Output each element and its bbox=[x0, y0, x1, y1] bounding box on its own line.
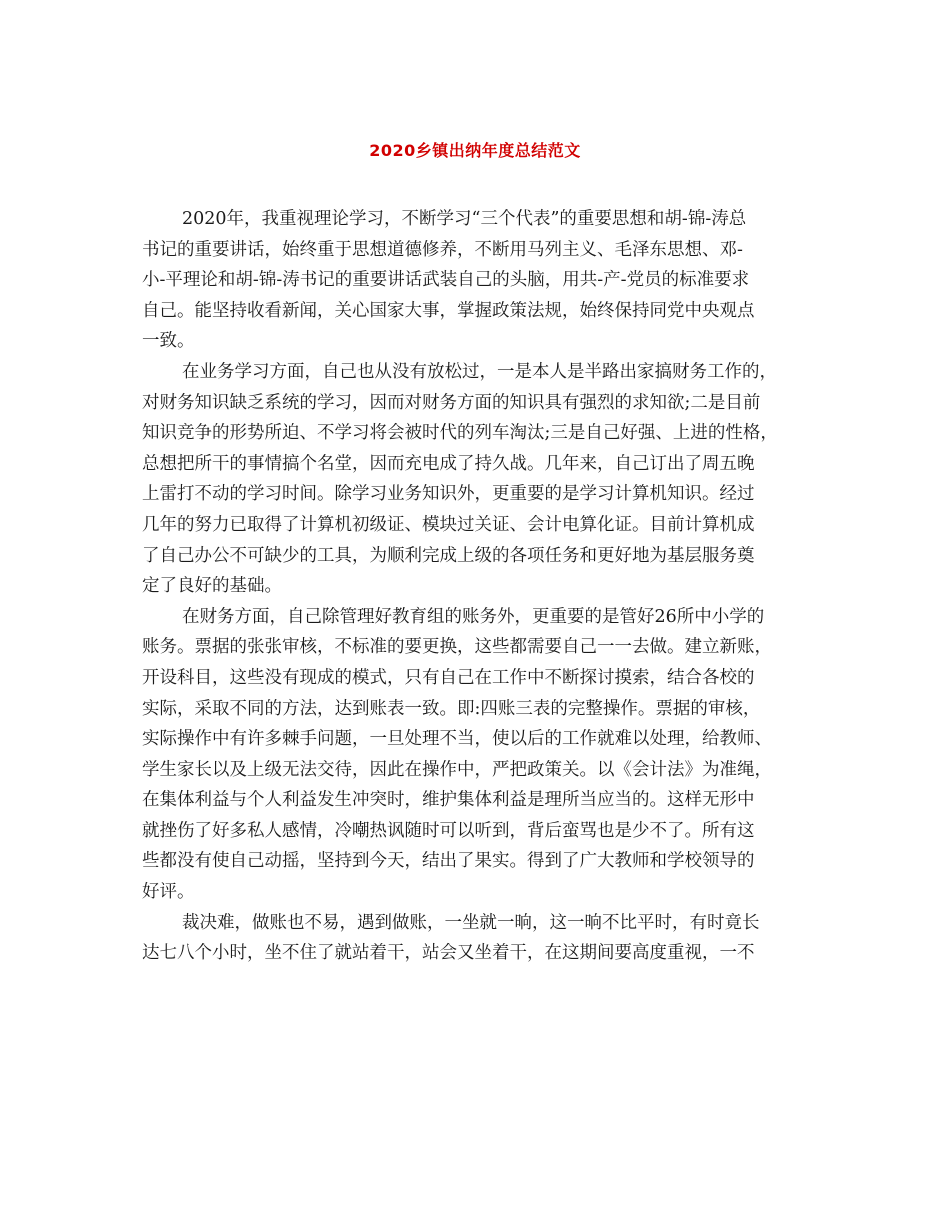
paragraph-2 bbox=[142, 357, 822, 602]
text-line: 小-平理论和胡-锦-涛书记的重要讲话武装自己的头脑，用共-产-党员的标准要求 bbox=[142, 270, 750, 291]
text-line: 知识竞争的形势所迫、不学习将会被时代的列车淘汰;三是自己好强、上进的性格， bbox=[142, 423, 778, 444]
text-line: 对财务知识缺乏系统的学习，因而对财务方面的知识具有强烈的求知欲;二是目前 bbox=[142, 392, 761, 413]
text-line: 账务。票据的张张审核，不标准的要更换，这些都需要自己一一去做。建立新账， bbox=[142, 637, 772, 658]
text-line: 在业务学习方面，自己也从没有放松过，一是本人是半路出家搞财务工作的， bbox=[182, 361, 777, 382]
text-line: 实际操作中有许多棘手问题，一旦处理不当，使以后的工作就难以处理，给教师、 bbox=[142, 729, 772, 750]
text-line: 几年的努力已取得了计算机初级证、模块过关证、会计电算化证。目前计算机成 bbox=[142, 514, 755, 535]
document-title: 2020乡镇出纳年度总结范文 bbox=[369, 141, 581, 160]
text-line: 在集体利益与个人利益发生冲突时，维护集体利益是理所当应当的。这样无形中 bbox=[142, 790, 755, 811]
text-line: 在财务方面，自己除管理好教育组的账务外，更重要的是管好26所中小学的 bbox=[182, 606, 765, 627]
text-line: 总想把所干的事情搞个名堂，因而充电成了持久战。几年来，自己订出了周五晚 bbox=[142, 453, 755, 474]
document-body bbox=[142, 204, 822, 969]
text-line: 就挫伤了好多私人感情，冷嘲热讽随时可以听到，背后蛮骂也是少不了。所有这 bbox=[142, 820, 755, 841]
text-line: 自己。能坚持收看新闻，关心国家大事，掌握政策法规，始终保持同党中央观点 bbox=[142, 300, 755, 321]
text-line: 了自己办公不可缺少的工具，为顺利完成上级的各项任务和更好地为基层服务奠 bbox=[142, 545, 755, 566]
text-line: 学生家长以及上级无法交待，因此在操作中，严把政策关。以《会计法》为准绳， bbox=[142, 759, 772, 780]
text-line: 达七八个小时，坐不住了就站着干，站会又坐着干，在这期间要高度重视，一不 bbox=[142, 943, 755, 964]
paragraph-1 bbox=[142, 204, 822, 357]
text-line: 定了良好的基础。 bbox=[142, 576, 282, 597]
text-line: 2020年，我重视理论学习，不断学习“三个代表”的重要思想和胡-锦-涛总 bbox=[182, 209, 747, 229]
text-line: 一致。 bbox=[142, 331, 195, 352]
text-line: 上雷打不动的学习时间。除学习业务知识外，更重要的是学习计算机知识。经过 bbox=[142, 484, 755, 505]
text-line: 开设科目，这些没有现成的模式，只有自己在工作中不断探讨摸索，结合各校的 bbox=[142, 667, 755, 688]
text-line: 好评。 bbox=[142, 882, 195, 903]
text-line: 书记的重要讲话，始终重于思想道德修养，不断用马列主义、毛泽东思想、邓- bbox=[142, 239, 743, 260]
paragraph-4 bbox=[142, 908, 822, 969]
text-line: 裁决难，做账也不易，遇到做账，一坐就一晌，这一晌不比平时，有时竟长 bbox=[182, 912, 760, 933]
paragraph-3 bbox=[142, 602, 822, 908]
text-line: 些都没有使自己动摇，坚持到今天，结出了果实。得到了广大教师和学校领导的 bbox=[142, 851, 755, 872]
text-line: 实际，采取不同的方法，达到账表一致。即:四账三表的完整操作。票据的审核， bbox=[142, 698, 761, 719]
